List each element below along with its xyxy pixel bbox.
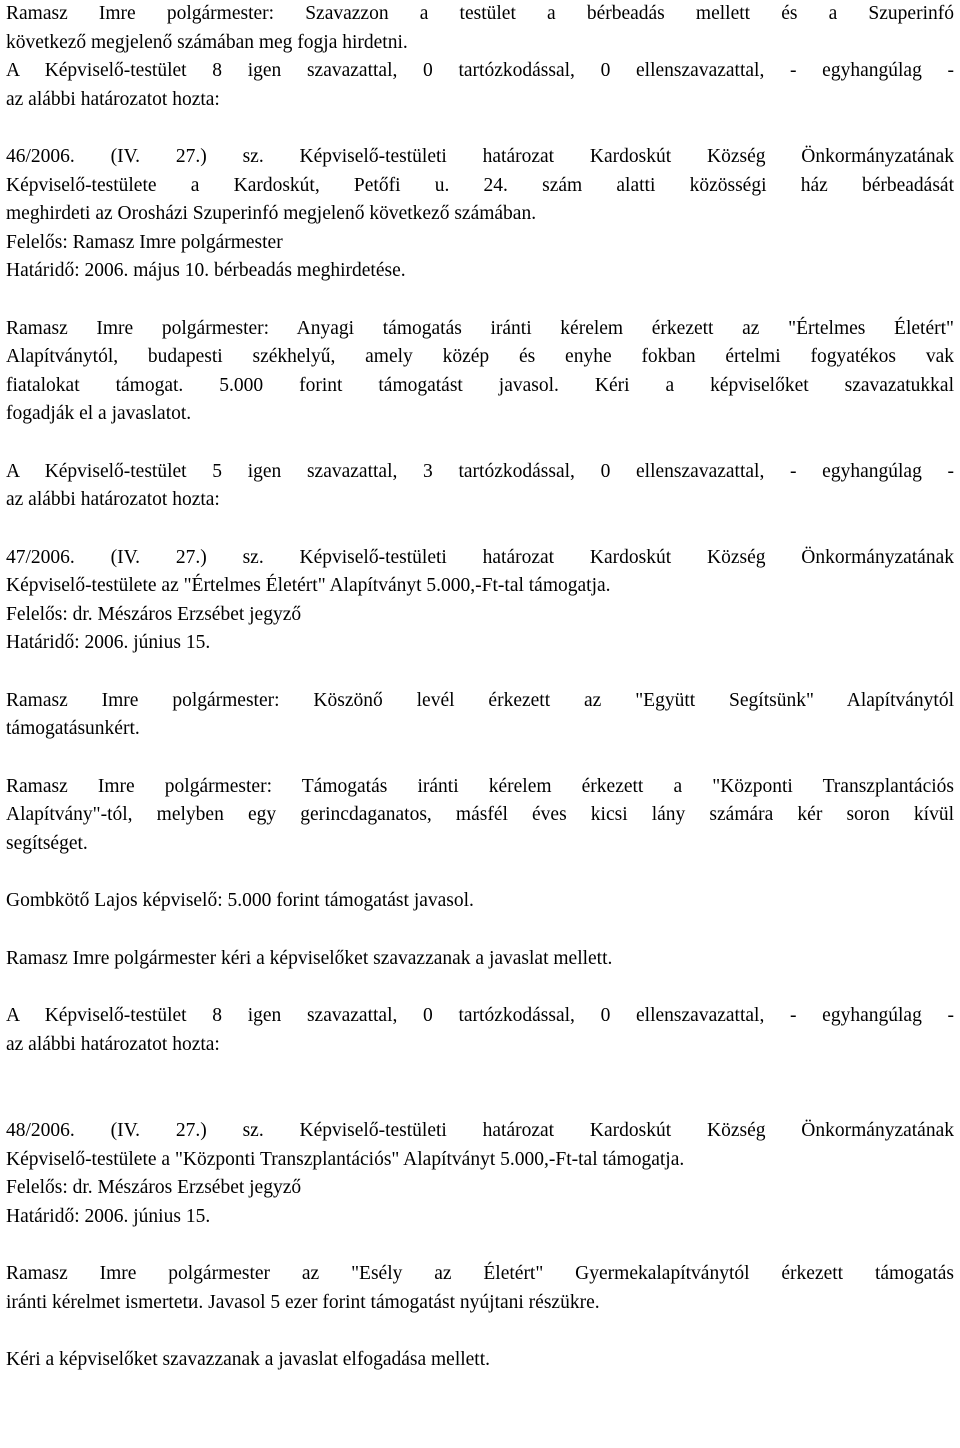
text-line: Alapítvány"-tól, melyben egy gerincdaganatos, másfél éves kicsi lány számára kér soron kívül: [6, 804, 954, 825]
resolution-48: [6, 1117, 954, 1231]
text-line: Ramasz Imre polgármester: Anyagi támogatás iránti kérelem érkezett az "Értelmes Életért": [6, 317, 954, 339]
deadline-line: Határidő: 2006. május 10. bérbeadás meghirdetése.: [6, 260, 406, 281]
resolution-46: [6, 143, 954, 286]
text-line: Ramasz Imre polgármester: Köszönő levél érkezett az "Együtt Segítsünk" Alapítványtól: [6, 689, 954, 711]
text-line: Ramasz Imre polgármester: Támogatás iránti kérelem érkezett a "Központi Transzplantációs: [6, 775, 954, 797]
spacer: [6, 286, 954, 315]
text-line: Gombkötő Lajos képviselő: 5.000 forint támogatást javasol.: [6, 890, 474, 911]
text-line: iránti kérelmet ismertetи. Javasol 5 ezer forint támogatást nyújtani részükre.: [6, 1291, 600, 1313]
text-line: Alapítványtól, budapesti székhelyű, amely közép és enyhe fokban értelmi fogyatékos vak: [6, 346, 954, 367]
spacer: [6, 429, 954, 458]
responsible-line: Felelős: dr. Mészáros Erzsébet jegyző: [6, 1177, 302, 1198]
text-line: az alábbi határozatot hozta:: [6, 1033, 220, 1055]
spacer: [6, 744, 954, 773]
responsible-line: Felelős: Ramasz Imre polgármester: [6, 231, 283, 253]
text-line: segítséget.: [6, 832, 88, 854]
paragraph-egyutt-segitsunk-letter: [6, 687, 954, 744]
spacer: [6, 916, 954, 945]
paragraph-mayor-asks-vote: [6, 945, 954, 974]
text-line: Képviselő-testülete a "Központi Transzplantációs" Alapítványt 5.000,-Ft-tal támogatja.: [6, 1148, 685, 1170]
paragraph-gombkoto-proposal: [6, 887, 954, 916]
spacer: [6, 658, 954, 687]
paragraph-final-vote-request: [6, 1346, 954, 1375]
resolution-heading: 46/2006. (IV. 27.) sz. Képviselő-testületi határozat Kardoskút Község Önkormányzatának: [6, 146, 954, 167]
spacer: [6, 1231, 954, 1260]
text-line: következő megjelenő számában meg fogja hirdetni.: [6, 31, 408, 53]
resolution-heading: 48/2006. (IV. 27.) sz. Képviselő-testületi határozat Kardoskút Község Önkormányzatának: [6, 1120, 954, 1141]
text-line: A Képviselő-testület 8 igen szavazattal, 0 tartózkodással, 0 ellenszavazattal, - egyhangúlag -: [6, 60, 954, 81]
text-line: támogatásunkért.: [6, 718, 140, 739]
text-line: Ramasz Imre polgármester az "Esély az Életért" Gyermekalapítványtól érkezett támogatás: [6, 1263, 954, 1284]
text-line: A Képviselő-testület 8 igen szavazattal, 0 tartózkodással, 0 ellenszavazattal, - egyhangúlag -: [6, 1005, 954, 1026]
resolution-47: [6, 544, 954, 658]
text-line: az alábbi határozatot hozta:: [6, 489, 220, 510]
paragraph-vote-result-1: [6, 57, 954, 114]
paragraph-vote-result-3: [6, 1002, 954, 1059]
text-line: Képviselő-testülete a Kardoskút, Petőfi u. 24. szám alatti közösségi ház bérbeadását: [6, 174, 954, 196]
text-line: meghirdeti az Orosházi Szuperinfó megjelenő következő számában.: [6, 203, 537, 224]
text-line: Ramasz Imre polgármester kéri a képviselőket szavazzanak a javaslat mellett.: [6, 947, 613, 969]
deadline-line: Határidő: 2006. június 15.: [6, 1205, 211, 1227]
text-line: Képviselő-testülete az "Értelmes Életért" Alapítványt 5.000,-Ft-tal támogatja.: [6, 575, 611, 596]
text-line: az alábbi határozatot hozta:: [6, 88, 220, 110]
paragraph-esely-az-eletert-request: [6, 1260, 954, 1317]
text-line: A Képviselő-testület 5 igen szavazattal, 3 tartózkodással, 0 ellenszavazattal, - egyhangúlag -: [6, 460, 954, 482]
paragraph-szavazzon: [6, 0, 954, 57]
text-line: Kéri a képviselőket szavazzanak a javaslat elfogadása mellett.: [6, 1349, 491, 1370]
spacer: [6, 114, 954, 143]
paragraph-ertelmes-eletert-request: [6, 315, 954, 429]
paragraph-vote-result-2: [6, 458, 954, 515]
text-line: fogadják el a javaslatot.: [6, 403, 192, 424]
spacer: [6, 858, 954, 887]
spacer: [6, 515, 954, 544]
spacer: [6, 1059, 954, 1117]
deadline-line: Határidő: 2006. június 15.: [6, 632, 211, 653]
spacer: [6, 973, 954, 1002]
responsible-line: Felelős: dr. Mészáros Erzsébet jegyző: [6, 603, 302, 625]
paragraph-transzplantacios-request: [6, 773, 954, 859]
spacer: [6, 1317, 954, 1346]
resolution-heading: 47/2006. (IV. 27.) sz. Képviselő-testületi határozat Kardoskút Község Önkormányzatának: [6, 546, 954, 568]
text-line: Ramasz Imre polgármester: Szavazzon a testület a bérbeadás mellett és a Szuperinfó: [6, 3, 954, 24]
text-line: fiatalokat támogat. 5.000 forint támogatást javasol. Kéri a képviselőket szavazatukkal: [6, 374, 954, 396]
